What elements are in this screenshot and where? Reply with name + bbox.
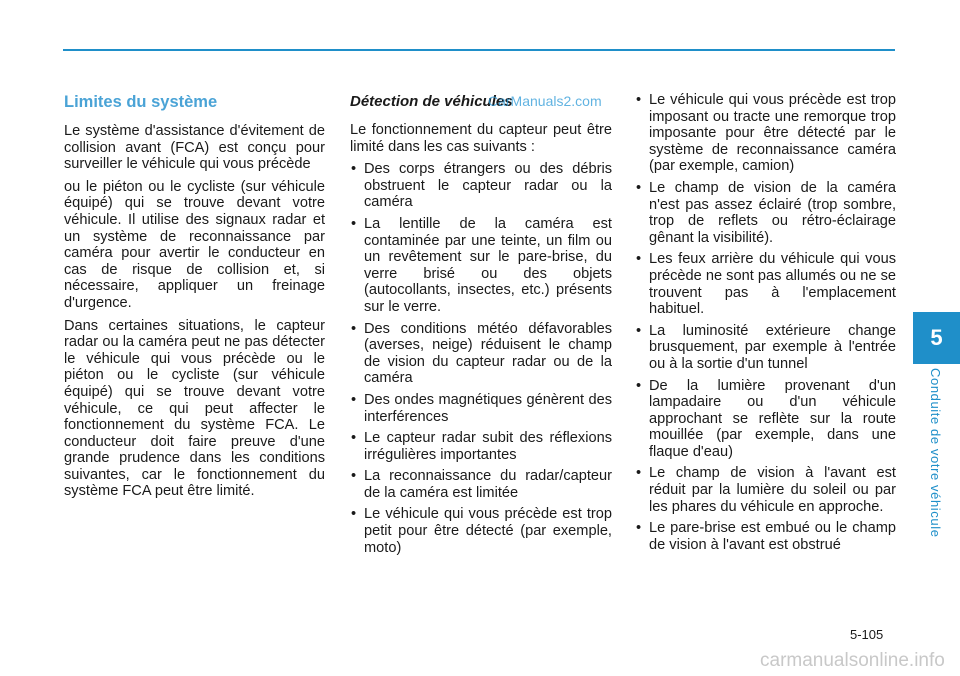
sub-heading: Détection de véhicules: [350, 93, 513, 110]
paragraph: Dans certaines situations, le capteur radar ou la caméra peut ne pas détecter le véhicule qui vous précède ou le piéton ou le cycliste (sur véhicule équipé) qui se trouve devant votre véhicule, ce qui peut affecter le fonctionnement du système FCA. Le conducteur doit faire preuve d'une grande prudence dans les conditions suivantes, car le fonctionnement du système FCA peut être limité.: [64, 317, 325, 500]
list-item: • La luminosité extérieure change brusquement, par exemple à l'entrée ou à la sortie d'un tunnel: [635, 323, 896, 373]
watermark-bottom: carmanualsonline.info: [760, 650, 945, 671]
list-item: • Le champ de vision de la caméra n'est pas assez éclairé (trop sombre, trop de reflets ou rétro-éclairage gênant la visibilité).: [635, 180, 896, 246]
list-item: • Le véhicule qui vous précède est trop petit pour être détecté (par exemple, moto): [350, 506, 612, 556]
list-item: • Des corps étrangers ou des débris obstruent le capteur radar ou la caméra: [350, 161, 612, 211]
bullet-list: [635, 92, 896, 553]
chapter-tab: 5: [913, 312, 960, 364]
paragraph: Le système d'assistance d'évitement de collision avant (FCA) est conçu pour surveiller le véhicule qui vous précède: [64, 123, 325, 173]
list-item: • La reconnaissance du radar/capteur de la caméra est limitée: [350, 468, 612, 501]
list-item: • Les feux arrière du véhicule qui vous précède ne sont pas allumés ou ne se trouvent pas à l'emplacement habituel.: [635, 251, 896, 317]
watermark-top: CarManuals2.com: [488, 93, 602, 109]
column-1: [64, 92, 325, 506]
bullet-list: [350, 161, 612, 556]
list-item: • La lentille de la caméra est contaminée par une teinte, un film ou un revêtement sur le pare-brise, du verre brisé ou des objets (autocollants, insectes, etc.) présents sur le verre.: [350, 216, 612, 316]
page-number: 5-105: [850, 627, 884, 642]
list-item: • Des conditions météo défavorables (averses, neige) réduisent le champ de vision du capteur radar ou de la caméra: [350, 321, 612, 387]
header-rule: [63, 49, 895, 51]
list-item: • Le capteur radar subit des réflexions irrégulières importantes: [350, 430, 612, 463]
intro-paragraph: Le fonctionnement du capteur peut être limité dans les cas suivants :: [350, 122, 612, 155]
chapter-label: Conduite de votre véhicule: [928, 368, 943, 538]
column-3: [635, 92, 896, 558]
list-item: • Le véhicule qui vous précède est trop imposant ou tracte une remorque trop imposante pour être détecté par le système de reconnaissance caméra (par exemple, camion): [635, 92, 896, 175]
section-heading: Limites du système: [64, 93, 218, 111]
column-2: [350, 92, 612, 561]
paragraph: ou le piéton ou le cycliste (sur véhicule équipé) qui se trouve devant votre véhicule. Il utilise des signaux radar et un système de reconnaissance par caméra pour avertir le conducteur en cas de risque de collision et, si nécessaire, appliquer un freinage d'urgence.: [64, 178, 325, 311]
list-item: • Des ondes magnétiques génèrent des interférences: [350, 392, 612, 425]
list-item: • Le champ de vision à l'avant est réduit par la lumière du soleil ou par les phares du véhicule en approche.: [635, 465, 896, 515]
list-item: • De la lumière provenant d'un lampadaire ou d'un véhicule approchant se reflète sur la route mouillée (par exemple, dans une flaque d'eau): [635, 378, 896, 461]
list-item: • Le pare-brise est embué ou le champ de vision à l'avant est obstrué: [635, 520, 896, 553]
